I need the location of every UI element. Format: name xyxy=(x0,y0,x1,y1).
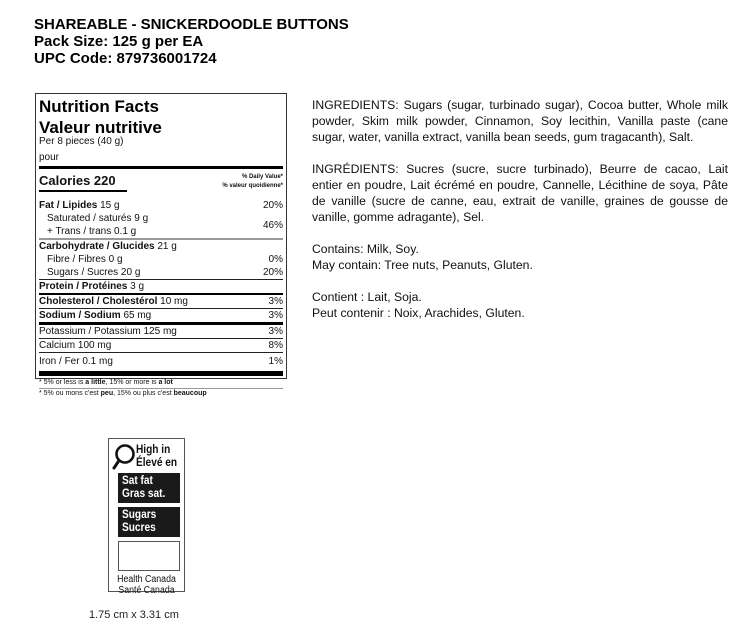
contains-en: Contains: Milk, Soy. xyxy=(312,242,419,256)
allergens-fr xyxy=(312,289,728,321)
fop-empty-slot xyxy=(118,541,180,571)
upc-code: UPC Code: 879736001724 xyxy=(34,50,217,67)
serving-size: Per 8 pieces (40 g) xyxy=(39,136,124,147)
nutrient-dv: 3% xyxy=(268,326,283,337)
ingredients-en: INGREDIENTS: Sugars (sugar, turbinado sugar), Cocoa butter, Whole milk powder, Skim milk powder, Cinnamon, Soy lecithin, Vanilla paste (cane sugar, water, vanilla extract, vanilla bean seeds, gum tragacanth), Salt. xyxy=(312,98,728,144)
divider xyxy=(39,190,127,192)
nutrient-row-calcium xyxy=(39,338,283,352)
serving-size-fr: pour xyxy=(39,152,60,163)
nutrient-dv: 20% xyxy=(262,200,283,211)
fop-dimensions: 1.75 cm x 3.31 cm xyxy=(89,609,179,621)
footnote-en: * 5% or less is a little, 15% or more is a lot xyxy=(39,379,173,386)
magnifying-glass-icon xyxy=(112,443,136,471)
nutrient-row-carbohydrate xyxy=(39,238,283,253)
nutrient-label: Fibre / Fibres 0 g xyxy=(47,254,123,265)
nutrient-label: Carbohydrate / Glucides xyxy=(39,241,155,252)
nft-title-fr: Valeur nutritive xyxy=(39,118,162,137)
nutrient-label: Fat / Lipides xyxy=(39,200,98,211)
nutrient-row-potassium xyxy=(39,322,283,338)
fop-nutrient-sugars xyxy=(118,507,180,537)
pack-size: Pack Size: 125 g per EA xyxy=(34,33,204,50)
dv-header-fr: % valeur quoidienne* xyxy=(222,183,283,189)
footnote-fr: * 5% ou mons c'est peu, 15% ou plus c'est beaucoup xyxy=(39,388,283,399)
nutrient-en: Sat fat xyxy=(122,475,153,487)
footnote xyxy=(39,378,283,399)
nutrient-label: Sugars / Sucres 20 g xyxy=(47,267,141,278)
nutrient-dv: 46% xyxy=(262,220,283,231)
ingredients-fr: INGRÉDIENTS: Sucres (sucre, sucre turbinado), Beurre de cacao, Lait entier en poudre, Lait écrémé en poudre, Cannelle, Lécithine de soya, Pâte de vanille (sucre de canne, eau, extrait de vanille, graines de gousse de vanille, gomme adragante), Sel. xyxy=(312,162,728,224)
nutrient-label: Protein / Protéines xyxy=(39,281,128,292)
nutrient-amount: 65 mg xyxy=(123,310,152,321)
nutrient-row-sodium xyxy=(39,308,283,322)
dv-header-en: % Daily Value* xyxy=(241,174,283,180)
nutrient-fr: Gras sat. xyxy=(122,488,166,500)
fop-header xyxy=(109,439,184,473)
nutrient-amount: 15 g xyxy=(100,200,120,211)
calories-label: Calories 220 xyxy=(39,173,116,188)
nutrient-row-fat xyxy=(39,199,283,212)
may-contain-fr: Peut contenir : Noix, Arachides, Gluten. xyxy=(312,306,525,320)
nutrient-amount: 3 g xyxy=(130,281,145,292)
nutrient-dv: 3% xyxy=(268,296,283,307)
daily-value-header xyxy=(222,173,283,191)
nutrient-row-saturated xyxy=(39,212,283,225)
fop-nutrient-sat-fat xyxy=(118,473,180,503)
health-canada-label xyxy=(114,574,180,596)
authority-en: Health Canada xyxy=(117,574,176,585)
saturated-trans-block xyxy=(39,212,283,238)
nutrient-label: + Trans / trans 0.1 g xyxy=(47,226,137,237)
front-of-pack-symbol xyxy=(108,438,185,596)
nutrient-label: Cholesterol / Cholestérol xyxy=(39,296,158,307)
nutrient-en: Sugars xyxy=(122,509,157,521)
nutrient-row-fibre xyxy=(39,253,283,266)
product-name: SHAREABLE - SNICKERDOODLE BUTTONS xyxy=(34,16,349,33)
nft-title-en: Nutrition Facts xyxy=(39,97,159,116)
nutrient-dv: 3% xyxy=(268,310,283,321)
calories-row xyxy=(39,169,283,199)
authority-fr: Santé Canada xyxy=(118,585,175,596)
nutrient-label: Iron / Fer 0.1 mg xyxy=(39,356,113,367)
nutrient-dv: 20% xyxy=(262,267,283,278)
nutrient-dv: 1% xyxy=(268,356,283,367)
nutrient-label: Potassium / Potassium 125 mg xyxy=(39,326,177,337)
nutrient-row-protein xyxy=(39,279,283,293)
nutrient-amount: 10 mg xyxy=(160,296,188,307)
nutrient-row-trans xyxy=(39,225,283,238)
divider xyxy=(39,371,283,376)
nutrient-row-iron xyxy=(39,352,283,368)
allergens-en xyxy=(312,241,728,273)
nutrient-fr: Sucres xyxy=(122,522,156,534)
nutrient-amount: 21 g xyxy=(157,241,177,252)
nutrient-dv: 8% xyxy=(268,340,283,351)
ingredients-panel xyxy=(312,97,728,337)
nutrition-facts-table xyxy=(35,93,287,397)
nutrient-label: Calcium 100 mg xyxy=(39,340,112,351)
contains-fr: Contient : Lait, Soja. xyxy=(312,290,422,304)
nutrient-row-sugars xyxy=(39,266,283,279)
high-in-fr: Élevé en xyxy=(136,457,178,469)
nutrient-label: Sodium / Sodium xyxy=(39,310,121,321)
nutrient-row-cholesterol xyxy=(39,293,283,308)
high-in-label xyxy=(136,444,177,470)
may-contain-en: May contain: Tree nuts, Peanuts, Gluten. xyxy=(312,258,533,272)
nutrient-label: Saturated / saturés 9 g xyxy=(47,213,149,224)
product-header xyxy=(34,16,349,67)
nutrient-dv: 0% xyxy=(268,254,283,265)
high-in-en: High in xyxy=(136,444,171,456)
